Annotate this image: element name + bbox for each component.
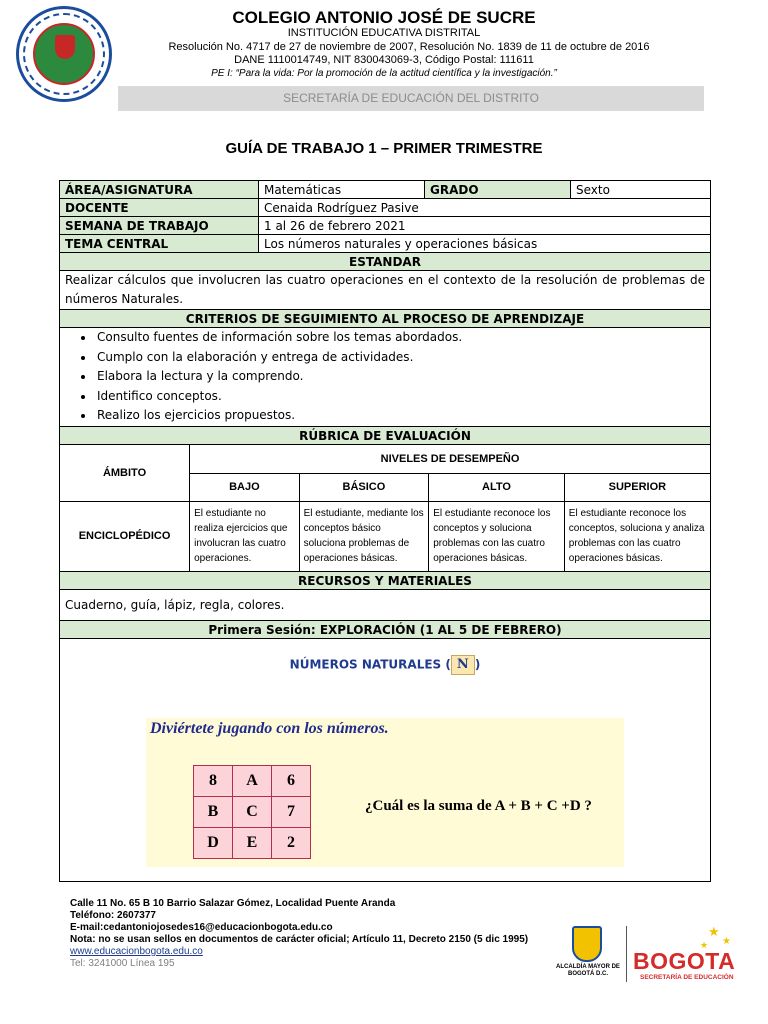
desc-superior: El estudiante reconoce los conceptos, soluciona y analiza problemas con las cuatro operaciones básicas. <box>564 501 710 571</box>
recursos-text: Cuaderno, guía, lápiz, regla, colores. <box>60 590 711 621</box>
level-superior: SUPERIOR <box>564 473 710 501</box>
criterios-cell <box>60 328 711 427</box>
list-item: • Elabora la lectura y la comprendo. <box>95 367 705 387</box>
desc-basico: El estudiante, mediante los conceptos básico soluciona problemas de operaciones básicas. <box>299 501 429 571</box>
footer-note: Nota: no se usan sellos en documentos de carácter oficial; Artículo 11, Decreto 2150 (5 dic 1995) <box>70 934 529 945</box>
logo-divider <box>626 926 627 982</box>
semana-value: 1 al 26 de febrero 2021 <box>259 217 711 235</box>
resolution-text: Resolución No. 4717 de 27 de noviembre de 2007, Resolución No. 1839 de 11 de octubre de 2016 <box>168 41 650 53</box>
naturales-subtitle <box>65 655 705 675</box>
niveles-label: NIVELES DE DESEMPEÑO <box>190 445 710 473</box>
criterios-list <box>65 328 705 426</box>
footer <box>70 898 528 970</box>
grid-cell: D <box>194 828 233 859</box>
sum-question: ¿Cuál es la suma de A + B + C +D ? <box>365 798 592 814</box>
institution-type: INSTITUCIÓN EDUCATIVA DISTRITAL <box>287 27 481 39</box>
recursos-heading: RECURSOS Y MATERIALES <box>60 572 711 590</box>
grado-value: Sexto <box>571 181 711 199</box>
pei-motto: PE I: “Para la vida: Por la promoción de la actitud científica y la investigación.” <box>211 68 557 79</box>
grid-cell: 7 <box>272 797 311 828</box>
footer-address: Calle 11 No. 65 B 10 Barrio Salazar Gómez, Localidad Puente Aranda <box>70 898 396 909</box>
grid-cell: B <box>194 797 233 828</box>
grado-label: GRADO <box>425 181 571 199</box>
grid-cell: 2 <box>272 828 311 859</box>
list-item: • Consulto fuentes de información sobre los temas abordados. <box>95 328 705 348</box>
secretaria-logo-text: SECRETARÍA DE EDUCACIÓN <box>640 974 734 981</box>
school-name: COLEGIO ANTONIO JOSÉ DE SUCRE <box>232 8 536 27</box>
bogota-logo: BOGOTA <box>633 948 736 974</box>
area-label: ÁREA/ASIGNATURA <box>60 181 259 199</box>
docente-value: Cenaida Rodríguez Pasive <box>259 199 711 217</box>
grid-cell: C <box>233 797 272 828</box>
list-item: • Cumplo con la elaboración y entrega de actividades. <box>95 348 705 368</box>
estandar-heading: ESTANDAR <box>60 253 711 271</box>
area-value: Matemáticas <box>259 181 425 199</box>
enciclopedico-label: ENCICLOPÉDICO <box>60 501 190 571</box>
grid-cell: 6 <box>272 766 311 797</box>
number-game-box <box>146 718 624 867</box>
footer-phone: Teléfono: 2607377 <box>70 910 156 921</box>
list-item: • Realizo los ejercicios propuestos. <box>95 406 705 426</box>
desc-bajo: El estudiante no realiza ejercicios que involucran las cuatro operaciones. <box>190 501 300 571</box>
footer-email: E-mail:cedantoniojosedes16@educacionbogota.edu.co <box>70 922 333 933</box>
rubrica-heading: RÚBRICA DE EVALUACIÓN <box>60 427 711 445</box>
rubrica-table <box>60 445 710 571</box>
website-link[interactable]: www.educacionbogota.edu.co <box>70 946 203 957</box>
list-item: • Identifico conceptos. <box>95 387 705 407</box>
level-basico: BÁSICO <box>299 473 429 501</box>
semana-label: SEMANA DE TRABAJO <box>60 217 259 235</box>
footer-tel: Tel: 3241000 Línea 195 <box>70 958 175 969</box>
subtitle-text: NÚMEROS NATURALES ( <box>289 657 451 672</box>
level-bajo: BAJO <box>190 473 300 501</box>
star-icon: ★ <box>700 940 709 950</box>
bogota-crest-icon <box>572 926 602 962</box>
grid-cell: A <box>233 766 272 797</box>
desc-alto: El estudiante reconoce los conceptos y soluciona problemas con las cuatro operaciones básicas. <box>429 501 565 571</box>
tema-label: TEMA CENTRAL <box>60 235 259 253</box>
grid-cell: 8 <box>194 766 233 797</box>
level-alto: ALTO <box>429 473 565 501</box>
rubrica-cell <box>60 445 711 572</box>
criterios-heading: CRITERIOS DE SEGUIMIENTO AL PROCESO DE APRENDIZAJE <box>60 310 711 328</box>
star-icon: ★ <box>708 924 720 939</box>
alcaldia-label: ALCALDÍA MAYOR DE BOGOTÁ D.C. <box>556 964 620 977</box>
dane-text: DANE 1110014749, NIT 830043069-3, Código Postal: 111611 <box>234 54 534 66</box>
grid-cell: E <box>233 828 272 859</box>
secretaria-bar: SECRETARÍA DE EDUCACIÓN DEL DISTRITO <box>118 86 704 111</box>
game-title: Diviértete jugando con los números. <box>150 720 389 737</box>
document-title: GUÍA DE TRABAJO 1 – PRIMER TRIMESTRE <box>225 140 543 157</box>
number-grid <box>193 765 311 859</box>
docente-label: DOCENTE <box>60 199 259 217</box>
tema-value: Los números naturales y operaciones básicas <box>259 235 711 253</box>
ambito-label: ÁMBITO <box>60 445 190 501</box>
natural-numbers-symbol: N <box>451 655 475 675</box>
subtitle-close: ) <box>474 657 481 672</box>
estandar-text: Realizar cálculos que involucren las cuatro operaciones en el contexto de la resolución de problemas de números Naturales. <box>60 271 711 310</box>
star-icon: ★ <box>722 936 731 947</box>
sesion-heading: Primera Sesión: EXPLORACIÓN (1 AL 5 DE FEBRERO) <box>60 621 711 639</box>
